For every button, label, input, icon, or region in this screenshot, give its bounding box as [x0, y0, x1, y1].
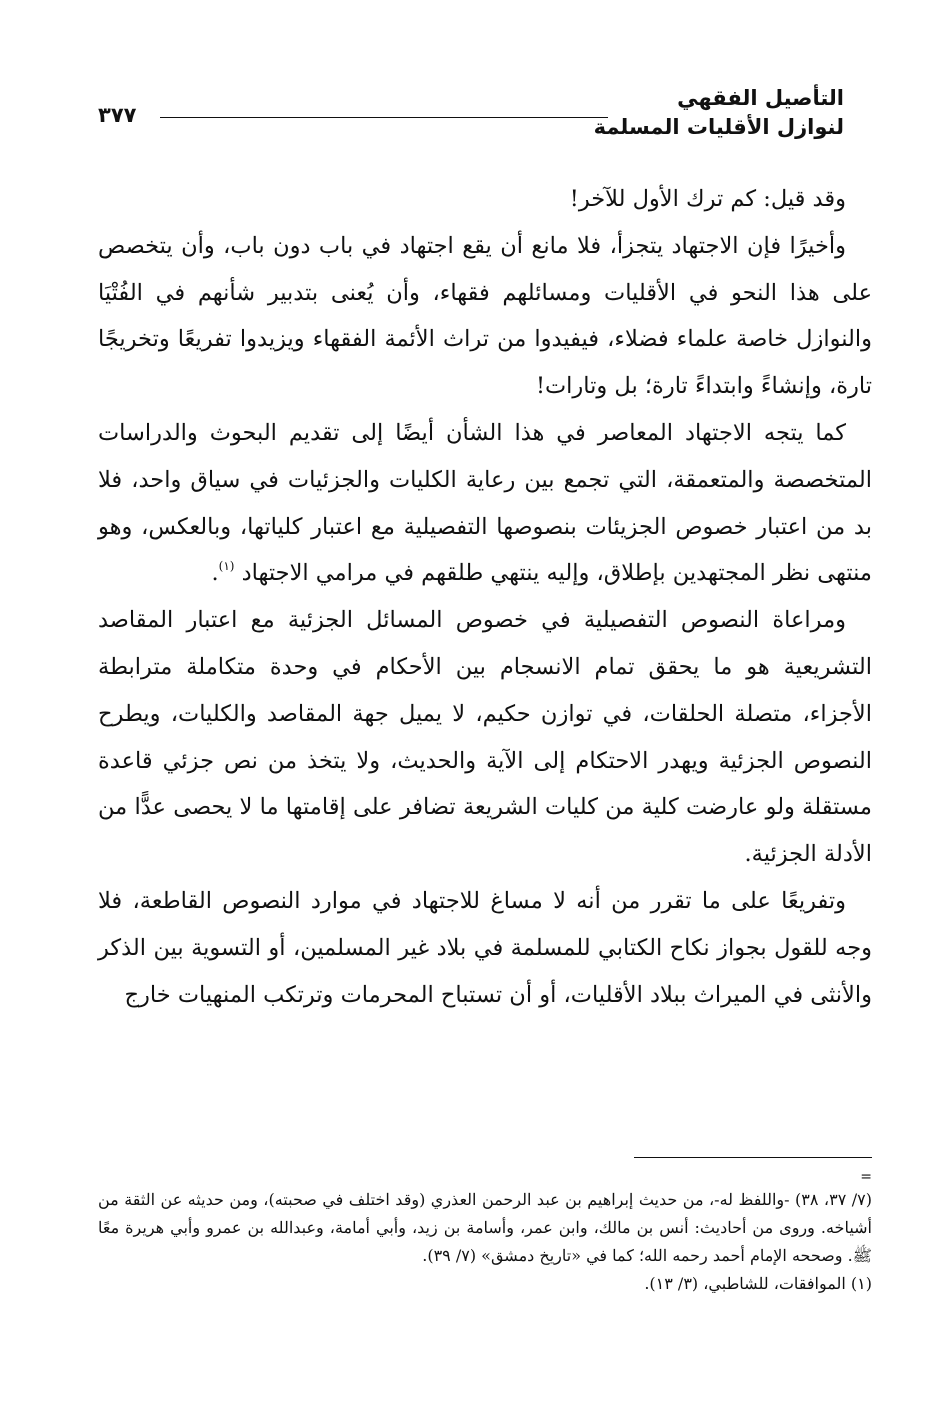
page-header: [98, 84, 844, 154]
paragraph-3: [98, 410, 872, 597]
footnote-continuation-marker: =: [860, 1169, 872, 1185]
paragraph-1: وقد قيل: كم ترك الأول للآخر!: [569, 186, 846, 212]
running-title-line-1: التأصيل الفقهي: [677, 86, 844, 110]
paragraph-3-end: .: [211, 560, 219, 587]
running-title: [594, 84, 844, 142]
footnote-1: (١) الموافقات، للشاطبي، (٣/ ١٣).: [644, 1274, 872, 1293]
footnote-continuation: (٧/ ٣٧، ٣٨) -واللفظ له-، من حديث إبراهيم بن عبد الرحمن العذري (وقد اختلف في صحبته)، ومن حديثه عن الثقة من أشياخه. وروى من أحاديث: أنس بن مالك، وابن عمر، وأسامة بن زيد، وأبي أمامة، وعبدالله بن عمرو وأبي هريرة معًا ﷺ. وصححه الإمام أحمد رحمه الله؛ كما في «تاريخ دمشق» (٧/ ٣٩).: [98, 1190, 873, 1265]
footnotes: [98, 1186, 872, 1298]
paragraph-4: ومراعاة النصوص التفصيلية في خصوص المسائل الجزئية مع اعتبار المقاصد التشريعية هو ما يحقق تمام الانسجام بين الأحكام في وحدة متكاملة مترابطة الأجزاء، متصلة الحلقات، في توازن حكيم، لا يميل جهة المقاصد والكليات، ويطرح النصوص الجزئية ويهدر الاحتكام إلى الآية والحديث، ولا يتخذ من نص جزئي قاعدة مستقلة ولو عارضت كلية من كليات الشريعة تضافر على إقامتها ما لا يحصى عدًّا من الأدلة الجزئية.: [98, 607, 872, 868]
paragraph-5: وتفريعًا على ما تقرر من أنه لا مساغ للاجتهاد في موارد النصوص القاطعة، فلا وجه للقول بجواز نكاح الكتابي للمسلمة في بلاد غير المسلمين، أو التسوية بين الذكر والأنثى في الميراث ببلاد الأقليات، أو أن تستباح المحرمات وترتكب المنهيات خارج: [98, 887, 872, 1008]
page-number: ٣٧٧: [98, 103, 137, 127]
paragraph-2: وأخيرًا فإن الاجتهاد يتجزأ، فلا مانع أن يقع اجتهاد في باب دون باب، وأن يتخصص على هذا النحو في الأقليات ومسائلهم فقهاء، وأن يُعنى بتدبير شأنهم في الفُتْيَا والنوازل خاصة علماء فضلاء، فيفيدوا من تراث الأئمة الفقهاء ويزيدوا تفريعًا وتخريجًا تارة، وإنشاءً وابتداءً تارة؛ بل وتارات!: [98, 232, 872, 400]
footnote-reference[interactable]: (١): [218, 559, 235, 574]
main-text: [98, 176, 872, 1018]
footnote-separator: [634, 1157, 872, 1158]
running-title-line-2: لنوازل الأقليات المسلمة: [593, 115, 844, 139]
header-rule: [160, 117, 608, 118]
paragraph-3-text: كما يتجه الاجتهاد المعاصر في هذا الشأن أيضًا إلى تقديم البحوث والدراسات المتخصصة والمتعمقة، التي تجمع بين رعاية الكليات والجزئيات في سياق واحد، فلا بد من اعتبار خصوص الجزيئات بنصوصها التفصيلية مع اعتبار كلياتها، وبالعكس، وهو منتهى نظر المجتهدين بإطلاق، وإليه ينتهي طلقهم في مرامي الاجتهاد: [98, 419, 872, 587]
